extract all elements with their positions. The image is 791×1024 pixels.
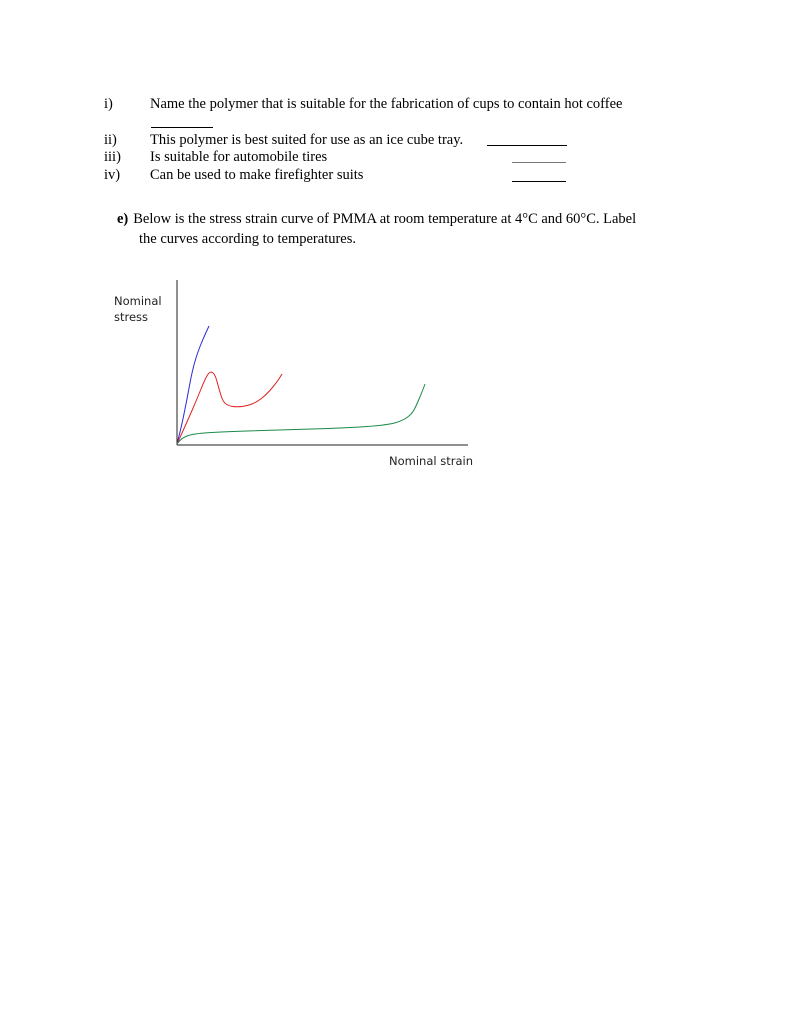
question-number: iii) [104,149,121,165]
question-text: This polymer is best suited for use as an ice cube tray. [150,132,464,148]
question-number: i) [104,96,113,112]
x-axis-label: Nominal strain [389,454,473,468]
y-axis-label-line1: Nominal [114,294,162,308]
curve-2 [177,372,282,444]
question-text: Can be used to make firefighter suits [150,167,364,183]
question-text: Is suitable for automobile tires [150,149,328,165]
part-e-text-line2: the curves according to temperatures. [139,231,357,247]
question-text: Name the polymer that is suitable for the fabrication of cups to contain hot coffee [150,96,623,112]
question-number: ii) [104,132,117,148]
part-e-text-line1: Below is the stress strain curve of PMMA at room temperature at 4°C and 60°C. Label [133,211,637,227]
series-layer [177,326,425,444]
y-axis-label-line2: stress [114,310,149,324]
curve-1 [177,326,209,444]
part-e-label: e) [117,211,129,227]
question-number: iv) [104,167,121,183]
curve-3 [177,384,425,444]
